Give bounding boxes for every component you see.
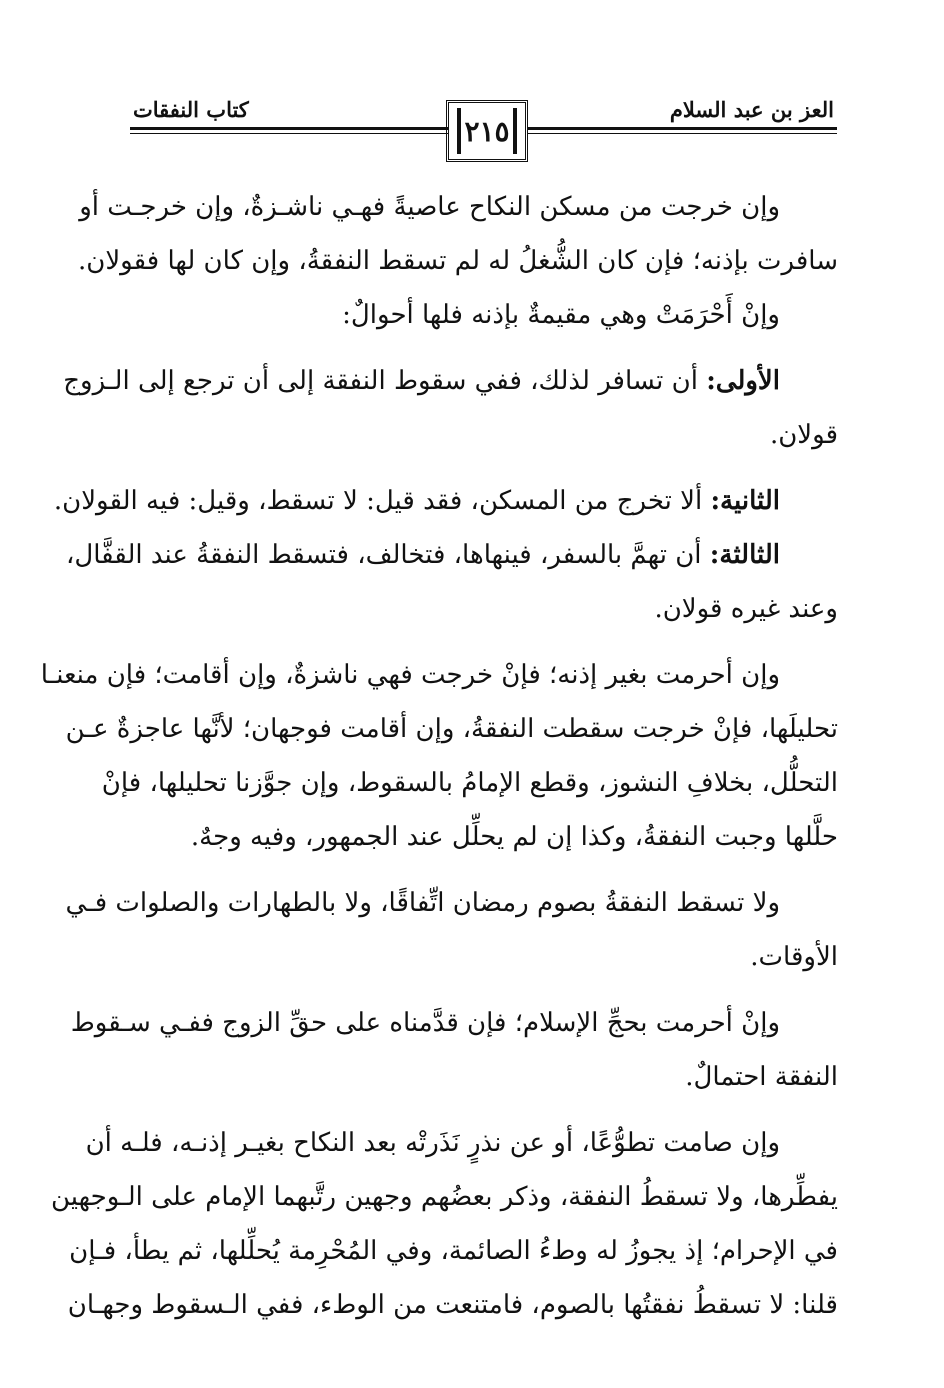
text-line: وإنْ أحرمت بحجِّ الإسلام؛ فإن قدَّمناه على حقِّ الزوج ففـي سـقوط bbox=[70, 1008, 780, 1038]
case-term: الأولى: bbox=[706, 366, 780, 396]
text-line: التحلُّل، بخلافِ النشوز، وقطع الإمامُ بالسقوط، وإن جوَّزنا تحليلها، فإنْ bbox=[101, 768, 838, 798]
text-span: أن تسافر لذلك، ففي سقوط النفقة إلى أن ترجع إلى الـزوج bbox=[63, 366, 698, 396]
page-number: ٢١٥ bbox=[464, 115, 510, 148]
text-line: يفطِّرها، ولا تسقطُ النفقة، وذكر بعضُهم وجهين رتَّبهما الإمام على الـوجهين bbox=[51, 1182, 838, 1212]
text-line bbox=[65, 528, 838, 582]
text-line: في الإحرام؛ إذ يجوزُ له وطءُ الصائمة، وفي المُحْرِمة يُحلِّلها، ثم يطأ، فـإن bbox=[69, 1236, 838, 1266]
text-line: ولا تسقط النفقةُ بصوم رمضان اتِّفاقًا، ولا بالطهارات والصلوات فـي bbox=[65, 888, 780, 918]
header-rule-right bbox=[527, 127, 837, 130]
text-span: أن تهمَّ بالسفر، فينهاها، فتخالف، فتسقط النفقةُ عند القفَّال، bbox=[65, 540, 702, 570]
text-line: وإن خرجت من مسكن النكاح عاصيةً فهـي ناشـزةٌ، وإن خرجـت أو bbox=[79, 192, 780, 222]
case-term: الثالثة: bbox=[709, 540, 780, 570]
text-span: ألا تخرج من المسكن، فقد قيل: لا تسقط، وقيل: فيه القولان. bbox=[53, 486, 703, 516]
header-thin-rule-right bbox=[527, 133, 837, 134]
text-line: قولان. bbox=[769, 420, 838, 450]
text-line: الأوقات. bbox=[750, 942, 838, 972]
header-chapter-title: كتاب النفقات bbox=[133, 97, 249, 122]
text-line: وإنْ أَحْرَمَتْ وهي مقيمةٌ بإذنه فلها أحوالٌ: bbox=[342, 300, 780, 330]
text-line: وعند غيره قولان. bbox=[654, 594, 838, 624]
text-line: وإن صامت تطوُّعًا، أو عن نذرٍ نَذَرتْه بعد النكاح بغيـر إذنـه، فلـه أن bbox=[85, 1128, 780, 1158]
text-line: وإن أحرمت بغير إذنه؛ فإنْ خرجت فهي ناشزةٌ، وإن أقامت؛ فإن منعنـا bbox=[40, 660, 780, 690]
header-rule-left bbox=[130, 127, 448, 130]
text-line: تحليلَها، فإنْ خرجت سقطت النفقةُ، وإن أقامت فوجهان؛ لأنَّها عاجزةٌ عـن bbox=[65, 714, 838, 744]
text-line: حلَّلها وجبت النفقةُ، وكذا إن لم يحلِّل عند الجمهور، وفيه وجهٌ. bbox=[190, 822, 838, 852]
text-line: النفقة احتمالٌ. bbox=[685, 1062, 838, 1092]
text-line: سافرت بإذنه؛ فإن كان الشُّغلُ له لم تسقط النفقةُ، وإن كان لها فقولان. bbox=[78, 246, 838, 276]
page-number-frame bbox=[446, 100, 528, 162]
case-term: الثانية: bbox=[710, 486, 780, 516]
body-text bbox=[40, 180, 838, 1332]
text-line: قلنا: لا تسقطُ نفقتُها بالصوم، فامتنعت من الوطء، ففي الـسقوط وجهـان bbox=[67, 1290, 838, 1320]
text-line bbox=[53, 474, 838, 528]
text-line bbox=[63, 354, 838, 408]
header-author-title: العز بن عبد السلام bbox=[669, 97, 834, 122]
header-thin-rule-left bbox=[130, 133, 448, 134]
